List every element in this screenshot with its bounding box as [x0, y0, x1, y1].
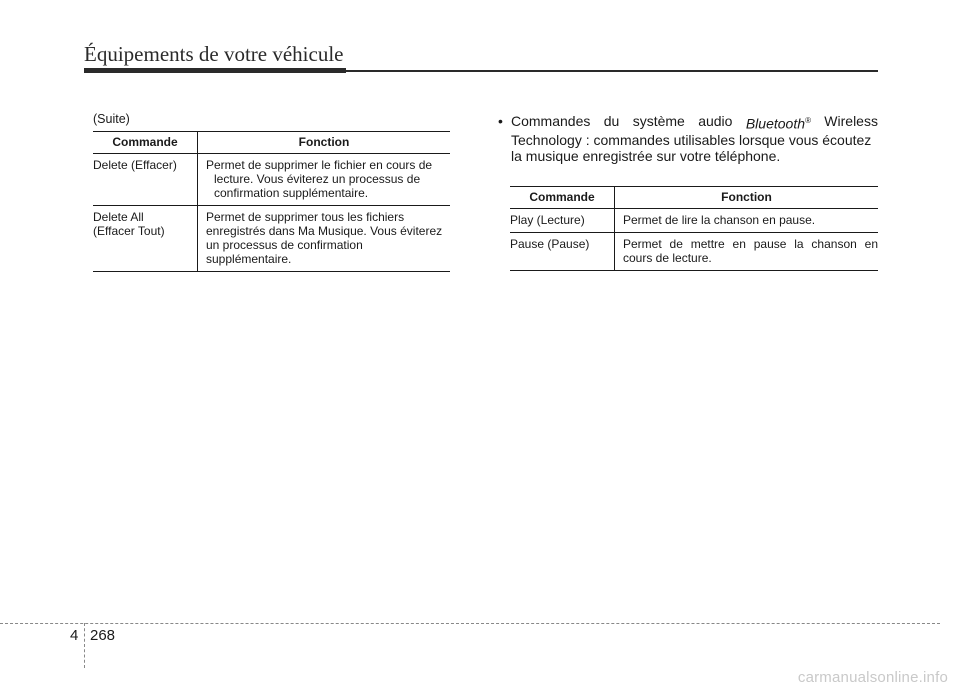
right-column: [498, 113, 878, 271]
continued-label: (Suite): [93, 112, 130, 126]
bluetooth-brand: Bluetooth®: [745, 115, 811, 132]
header-command: Commande: [510, 186, 615, 208]
left-column: [93, 112, 450, 272]
function-cell: Permet de mettre en pause la chanson en cours de lecture.: [615, 232, 879, 270]
chapter-number: 4: [70, 627, 79, 644]
command-table-right: [510, 186, 878, 271]
table-header-row: [93, 132, 450, 154]
watermark: carmanualsonline.info: [797, 669, 948, 686]
header-function: Fonction: [615, 186, 879, 208]
bullet-rest-text: Technology : commandes utilisables lorsque vous écoutez la musique enregistrée sur votre téléphone.: [511, 131, 872, 164]
function-cell: [198, 154, 451, 206]
footer-dashed-divider: [84, 623, 85, 668]
header-rule-bar: [84, 68, 346, 73]
function-cell: Permet de lire la chanson en pause.: [615, 208, 879, 232]
table-row: [93, 206, 450, 272]
table-row: [93, 154, 450, 206]
bullet-first-line: Commandes du système audio Bluetooth® Wireless: [511, 113, 878, 132]
command-cell: Delete All (Effacer Tout): [93, 206, 198, 272]
function-text: Permet de supprimer le fichier en cours de lecture. Vous éviterez un processus de confirmation supplémentaire.: [206, 158, 433, 200]
header-function: Fonction: [198, 132, 451, 154]
bullet-dot: •: [498, 113, 503, 129]
table-header-row: [510, 186, 878, 208]
table-row: [510, 208, 878, 232]
table-row: [510, 232, 878, 270]
command-cell: Play (Lecture): [510, 208, 615, 232]
footer-dashed-rule: [0, 623, 940, 624]
command-table-left: [93, 131, 450, 272]
header-rule-line: [346, 70, 878, 72]
command-cell: Pause (Pause): [510, 232, 615, 270]
command-cell: Delete (Effacer): [93, 154, 198, 206]
section-title: Équipements de votre véhicule: [84, 42, 344, 66]
page-number: 268: [90, 627, 116, 644]
header-command: Commande: [93, 132, 198, 154]
function-cell: Permet de supprimer tous les fichiers enregistrés dans Ma Musique. Vous éviterez un processus de confirmation supplémentaire.: [198, 206, 451, 272]
bullet-paragraph: [498, 113, 878, 164]
